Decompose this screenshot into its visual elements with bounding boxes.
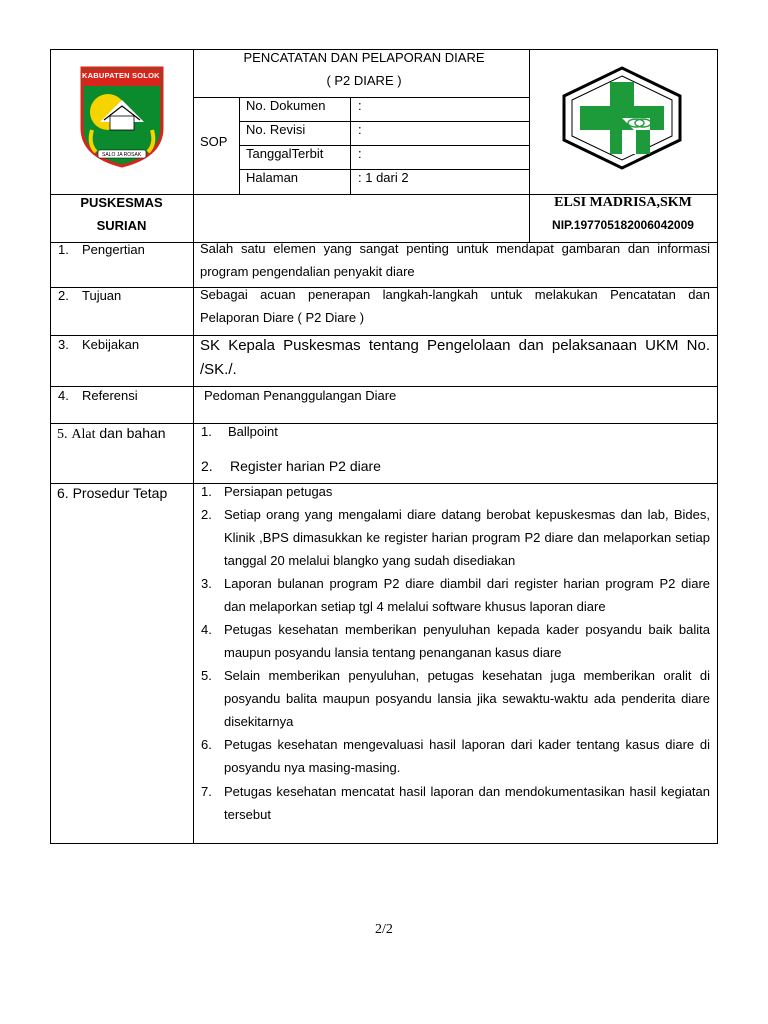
section-number: 2. xyxy=(58,288,69,303)
list-text: Persiapan petugas xyxy=(224,484,333,499)
list-item xyxy=(201,480,710,503)
list-number: 6. xyxy=(201,737,212,752)
list-number: 2. xyxy=(201,507,212,522)
section-label-pengertian: Pengertian xyxy=(82,242,145,257)
list-item xyxy=(201,618,710,664)
document-subtitle: ( P2 DIARE ) xyxy=(326,73,402,88)
section-label-kebijakan: Kebijakan xyxy=(82,337,140,352)
logo-left-text: KABUPATEN SOLOK xyxy=(82,71,160,80)
list-item xyxy=(201,503,710,572)
list-item xyxy=(201,664,710,733)
list-number: 5. xyxy=(201,668,212,683)
list-item: Register harian P2 diare xyxy=(230,458,381,474)
list-number: 4. xyxy=(201,622,212,637)
section-label-referensi: Referensi xyxy=(82,388,138,403)
section-number-alat: 5. xyxy=(57,427,68,442)
list-item xyxy=(201,733,710,779)
section-label-alat-part2: dan bahan xyxy=(95,425,166,441)
section-text-referensi: Pedoman Penanggulangan Diare xyxy=(204,388,397,403)
section-number: 4. xyxy=(58,388,69,403)
list-number: 7. xyxy=(201,784,212,799)
logo-left-motto: SALO JA ROSAK xyxy=(102,152,142,158)
org-name-line2: SURIAN xyxy=(96,218,147,233)
section-label-alat-part1: Alat xyxy=(71,427,96,442)
list-number: 2. xyxy=(201,458,213,474)
table-border-bottom xyxy=(50,843,718,844)
row-divider xyxy=(50,423,718,424)
list-number: 1. xyxy=(201,484,212,499)
list-text: Petugas kesehatan memberikan penyuluhan kepada kader posyandu baik balita maupun posyandu lansia tentang penanganan kasus diare xyxy=(224,622,710,660)
sop-label: SOP xyxy=(200,134,228,149)
section-text-tujuan: Sebagai acuan penerapan langkah-langkah untuk melakukan Pencatatan dan Pelaporan Diare ( P2 Diare ) xyxy=(200,287,710,325)
list-text: Petugas kesehatan mencatat hasil laporan dan mendokumentasikan hasil kegiatan tersebut xyxy=(224,784,710,822)
meta-label-halaman: Halaman xyxy=(246,170,299,185)
section-label-prosedur: 6. Prosedur Tetap xyxy=(57,485,168,501)
column-divider xyxy=(193,49,194,844)
meta-value-dokumen: : xyxy=(358,98,362,113)
table-border-right xyxy=(717,49,718,844)
puskesmas-logo xyxy=(558,64,686,172)
section-text-pengertian: Salah satu elemen yang sangat penting untuk mendapat gambaran dan informasi program pengendalian penyakit diare xyxy=(200,241,710,279)
meta-value-terbit: : xyxy=(358,146,362,161)
list-item xyxy=(201,572,710,618)
list-number: 3. xyxy=(201,576,212,591)
section-label-tujuan: Tujuan xyxy=(82,288,122,303)
meta-value-halaman: : 1 dari 2 xyxy=(358,170,409,185)
list-text: Selain memberikan penyuluhan, petugas kesehatan juga memberikan oralit di posyandu balita maupun posyandu lansia jika sewaktu-waktu ada penderita diare disekitarnya xyxy=(224,668,710,729)
list-item xyxy=(201,780,710,826)
list-text: Laporan bulanan program P2 diare diambil dari register harian program P2 diare dan melaporkan setiap tgl 4 melalui software khusus laporan diare xyxy=(224,576,710,614)
row-divider xyxy=(50,386,718,387)
list-text: Petugas kesehatan mengevaluasi hasil laporan dari kader tentang kasus diare di posyandu nya masing-masing. xyxy=(224,737,710,775)
section-number: 1. xyxy=(58,242,69,257)
document-title: PENCATATAN DAN PELAPORAN DIARE xyxy=(243,50,485,65)
org-name-line1: PUSKESMAS xyxy=(80,195,163,210)
meta-label-revisi: No. Revisi xyxy=(246,122,306,137)
meta-label-terbit: TanggalTerbit xyxy=(246,146,324,161)
meta-label-dokumen: No. Dokumen xyxy=(246,98,326,113)
signer-name: ELSI MADRISA,SKM xyxy=(554,195,692,210)
meta-value-revisi: : xyxy=(358,122,362,137)
list-text: Setiap orang yang mengalami diare datang berobat kepuskesmas dan lab, Bides, Klinik ,BPS dimasukkan ke register harian program P2 diare dan melaporkan setiap tanggal 20 melalui blangko yang sudah disediakan xyxy=(224,507,710,568)
header-right-divider xyxy=(529,49,530,242)
list-number: 1. xyxy=(201,424,212,439)
signer-nip: NIP.197705182006042009 xyxy=(552,218,694,232)
table-border-left xyxy=(50,49,51,844)
list-item: Ballpoint xyxy=(228,424,278,439)
section-label-alat xyxy=(57,426,166,442)
page-number: 2/2 xyxy=(375,922,393,937)
section-text-kebijakan: SK Kepala Puskesmas tentang Pengelolaan dan pelaksanaan UKM No. /SK./. xyxy=(200,337,710,378)
section-number: 3. xyxy=(58,337,69,352)
